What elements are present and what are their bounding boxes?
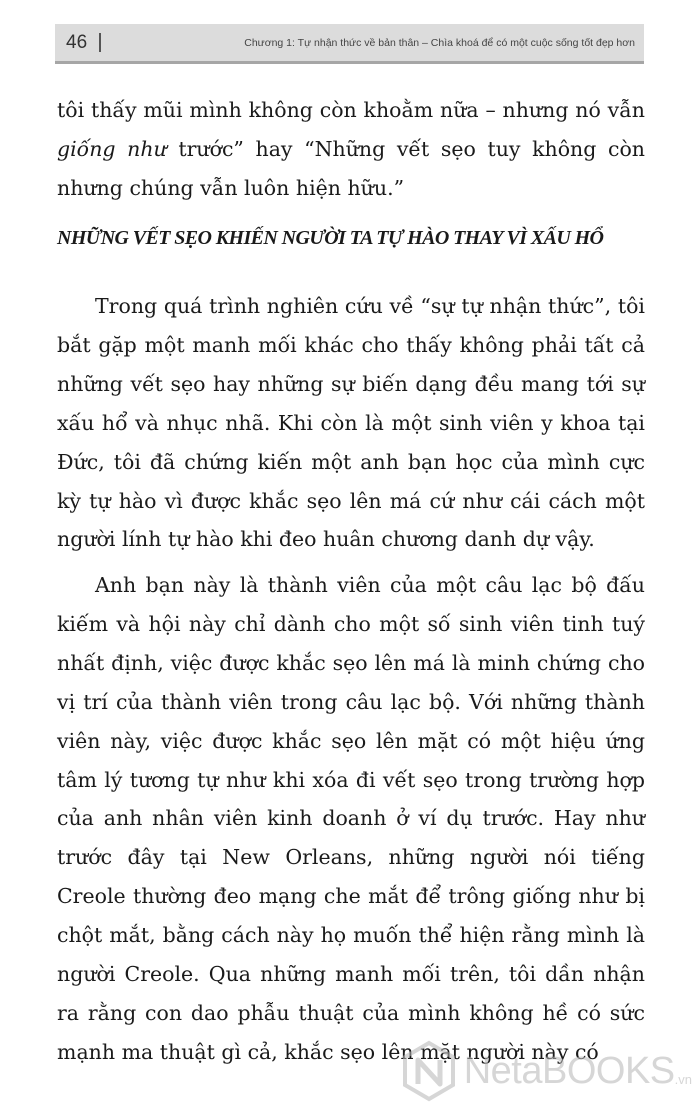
paragraph-text: Trong quá trình nghiên cứu về “sự tự nhận thức”, tôi bắt gặp một manh mối khác cho thấy không phải tất cả những vết sẹo hay những sự biến dạng đều mang tới sự xấu hổ và nhục nhã. Khi còn là một sinh viên y khoa tại Đức, tôi đã chứng kiến một anh bạn học của mình cực kỳ tự hào vì được khắc sẹo lên má cứ như cái cách một người lính tự hào khi đeo huân chương danh dự vậy. bbox=[57, 294, 645, 552]
page-number: 46 bbox=[66, 32, 88, 53]
watermark-brand: NetaBOOKS bbox=[463, 1049, 675, 1092]
paragraph-text: trước” hay “Những vết sẹo tuy không còn nhưng chúng vẫn luôn hiện hữu.” bbox=[57, 136, 645, 200]
publisher-watermark bbox=[398, 1040, 692, 1102]
body-paragraph bbox=[57, 287, 645, 559]
running-header bbox=[55, 24, 644, 64]
paragraph-text: Anh bạn này là thành viên của một câu lạc bộ đấu kiếm và hội này chỉ dành cho một số sinh viên tinh tuý nhất định, việc được khắc sẹo lên má là minh chứng cho vị trí của thành viên trong câu lạc bộ. Với những thành viên này, việc được khắc sẹo lên mặt có một hiệu ứng tâm lý tương tự như khi xóa đi vết sẹo trong trường hợp của anh nhân viên kinh doanh ở ví dụ trước. Hay như trước đây tại New Orleans, những người nói tiếng Creole thường đeo mạng che mắt để trông giống như bị chột mắt, bằng cách này họ muốn thể hiện rằng mình là người Creole. Qua những manh mối trên, tôi dần nhận ra rằng con dao phẫu thuật của mình không hề có sức mạnh ma thuật gì cả, khắc sẹo lên mặt người này có bbox=[57, 573, 645, 1064]
chapter-running-title: Chương 1: Tự nhận thức về bản thân – Chìa khoá để có một cuộc sống tốt đẹp hơn bbox=[244, 37, 635, 49]
emphasized-text: giống như bbox=[57, 136, 167, 161]
header-divider bbox=[99, 33, 101, 52]
paragraph-text: tôi thấy mũi mình không còn khoằm nữa – nhưng nó vẫn bbox=[57, 98, 645, 122]
paragraph-continuation bbox=[57, 91, 645, 208]
section-heading: NHỮNG VẾT SẸO KHIẾN NGƯỜI TA TỰ HÀO THAY VÌ XẤU HỔ bbox=[57, 227, 604, 249]
netabooks-logo-icon bbox=[398, 1040, 460, 1102]
watermark-domain: .vn bbox=[674, 1071, 692, 1087]
body-paragraph bbox=[57, 566, 645, 1072]
